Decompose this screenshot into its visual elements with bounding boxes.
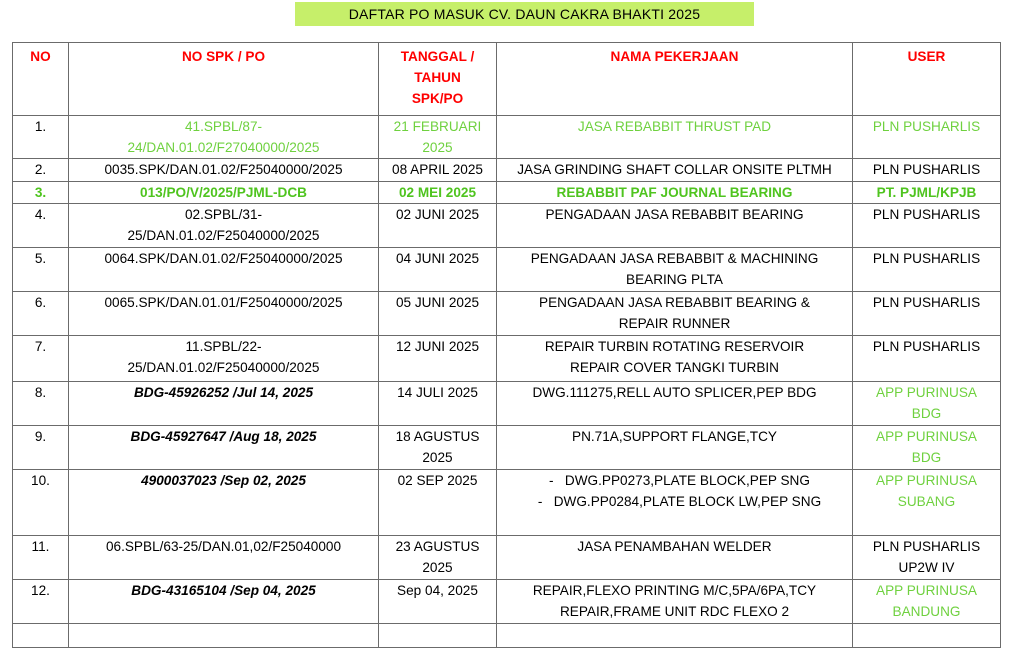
row-no: 3. xyxy=(13,182,69,204)
row-pekerjaan: REBABBIT PAF JOURNAL BEARING xyxy=(497,182,853,204)
row-no: 10. xyxy=(13,470,69,536)
row-tanggal: 23 AGUSTUS 2025 xyxy=(379,536,497,580)
row-no: 7. xyxy=(13,336,69,382)
row-user: PLN PUSHARLIS xyxy=(853,248,1001,292)
row-tanggal: 18 AGUSTUS 2025 xyxy=(379,426,497,470)
table-row xyxy=(13,336,1001,382)
row-spk: 013/PO/V/2025/PJML-DCB xyxy=(69,182,379,204)
table-row xyxy=(13,470,1001,536)
row-user: PLN PUSHARLIS xyxy=(853,116,1001,159)
row-tanggal: Sep 04, 2025 xyxy=(379,580,497,624)
row-no: 12. xyxy=(13,580,69,624)
row-tanggal: 02 MEI 2025 xyxy=(379,182,497,204)
row-spk: 4900037023 /Sep 02, 2025 xyxy=(69,470,379,536)
row-spk: BDG-43165104 /Sep 04, 2025 xyxy=(69,580,379,624)
row-spk: 02.SPBL/31-25/DAN.01.02/F25040000/2025 xyxy=(69,204,379,248)
header-row xyxy=(13,43,1001,116)
empty-cell xyxy=(497,624,853,648)
row-user: PLN PUSHARLIS xyxy=(853,159,1001,182)
row-spk: 0035.SPK/DAN.01.02/F25040000/2025 xyxy=(69,159,379,182)
row-user: APP PURINUSA BDG xyxy=(853,426,1001,470)
row-user: PLN PUSHARLIS xyxy=(853,292,1001,336)
row-pekerjaan: REPAIR TURBIN ROTATING RESERVOIR REPAIR COVER TANGKI TURBIN xyxy=(497,336,853,382)
pekerjaan-item-1: - DWG.PP0273,PLATE BLOCK,PEP SNG xyxy=(549,473,810,488)
header-tanggal: TANGGAL / TAHUN SPK/PO xyxy=(379,43,497,116)
table-row xyxy=(13,182,1001,204)
row-tanggal: 12 JUNI 2025 xyxy=(379,336,497,382)
table-row xyxy=(13,116,1001,159)
empty-cell xyxy=(13,624,69,648)
row-spk: 41.SPBL/87-24/DAN.01.02/F27040000/2025 xyxy=(69,116,379,159)
row-user: APP PURINUSA BANDUNG xyxy=(853,580,1001,624)
row-tanggal: 02 JUNI 2025 xyxy=(379,204,497,248)
row-no: 5. xyxy=(13,248,69,292)
row-no: 11. xyxy=(13,536,69,580)
table-row xyxy=(13,248,1001,292)
row-pekerjaan: PENGADAAN JASA REBABBIT BEARING & REPAIR RUNNER xyxy=(497,292,853,336)
row-no: 9. xyxy=(13,426,69,470)
row-tanggal: 05 JUNI 2025 xyxy=(379,292,497,336)
pekerjaan-item-2: - DWG.PP0284,PLATE BLOCK LW,PEP SNG xyxy=(537,494,822,509)
row-no: 2. xyxy=(13,159,69,182)
row-tanggal: 14 JULI 2025 xyxy=(379,382,497,426)
row-no: 8. xyxy=(13,382,69,426)
row-pekerjaan: PENGADAAN JASA REBABBIT & MACHINING BEARING PLTA xyxy=(497,248,853,292)
table-row xyxy=(13,426,1001,470)
row-no: 4. xyxy=(13,204,69,248)
table-row xyxy=(13,204,1001,248)
row-pekerjaan: JASA GRINDING SHAFT COLLAR ONSITE PLTMH xyxy=(497,159,853,182)
row-pekerjaan: DWG.111275,RELL AUTO SPLICER,PEP BDG xyxy=(497,382,853,426)
row-spk: 0064.SPK/DAN.01.02/F25040000/2025 xyxy=(69,248,379,292)
row-spk: 06.SPBL/63-25/DAN.01,02/F25040000 xyxy=(69,536,379,580)
row-pekerjaan xyxy=(497,470,853,536)
table-row xyxy=(13,536,1001,580)
row-pekerjaan: PN.71A,SUPPORT FLANGE,TCY xyxy=(497,426,853,470)
row-pekerjaan: REPAIR,FLEXO PRINTING M/C,5PA/6PA,TCY REPAIR,FRAME UNIT RDC FLEXO 2 xyxy=(497,580,853,624)
row-no: 1. xyxy=(13,116,69,159)
row-user: PLN PUSHARLIS xyxy=(853,336,1001,382)
row-pekerjaan: JASA PENAMBAHAN WELDER xyxy=(497,536,853,580)
empty-cell xyxy=(853,624,1001,648)
empty-cell xyxy=(379,624,497,648)
row-spk: BDG-45927647 /Aug 18, 2025 xyxy=(69,426,379,470)
header-pekerjaan: NAMA PEKERJAAN xyxy=(497,43,853,116)
document-title: DAFTAR PO MASUK CV. DAUN CAKRA BHAKTI 2025 xyxy=(295,2,754,26)
row-pekerjaan: PENGADAAN JASA REBABBIT BEARING xyxy=(497,204,853,248)
row-spk: 0065.SPK/DAN.01.01/F25040000/2025 xyxy=(69,292,379,336)
table-row xyxy=(13,382,1001,426)
table-row xyxy=(13,292,1001,336)
row-tanggal: 21 FEBRUARI 2025 xyxy=(379,116,497,159)
row-user: APP PURINUSA SUBANG xyxy=(853,470,1001,536)
row-pekerjaan: JASA REBABBIT THRUST PAD xyxy=(497,116,853,159)
table-row xyxy=(13,580,1001,624)
header-no: NO xyxy=(13,43,69,116)
po-table xyxy=(12,42,1001,648)
row-spk: BDG-45926252 /Jul 14, 2025 xyxy=(69,382,379,426)
header-user: USER xyxy=(853,43,1001,116)
row-spk: 11.SPBL/22-25/DAN.01.02/F25040000/2025 xyxy=(69,336,379,382)
row-tanggal: 08 APRIL 2025 xyxy=(379,159,497,182)
row-user: PLN PUSHARLIS UP2W IV xyxy=(853,536,1001,580)
table-row xyxy=(13,159,1001,182)
empty-cell xyxy=(69,624,379,648)
table-row-empty xyxy=(13,624,1001,648)
header-spk: NO SPK / PO xyxy=(69,43,379,116)
row-tanggal: 02 SEP 2025 xyxy=(379,470,497,536)
row-user: PT. PJML/KPJB xyxy=(853,182,1001,204)
row-user: PLN PUSHARLIS xyxy=(853,204,1001,248)
row-user: APP PURINUSA BDG xyxy=(853,382,1001,426)
row-no: 6. xyxy=(13,292,69,336)
row-tanggal: 04 JUNI 2025 xyxy=(379,248,497,292)
